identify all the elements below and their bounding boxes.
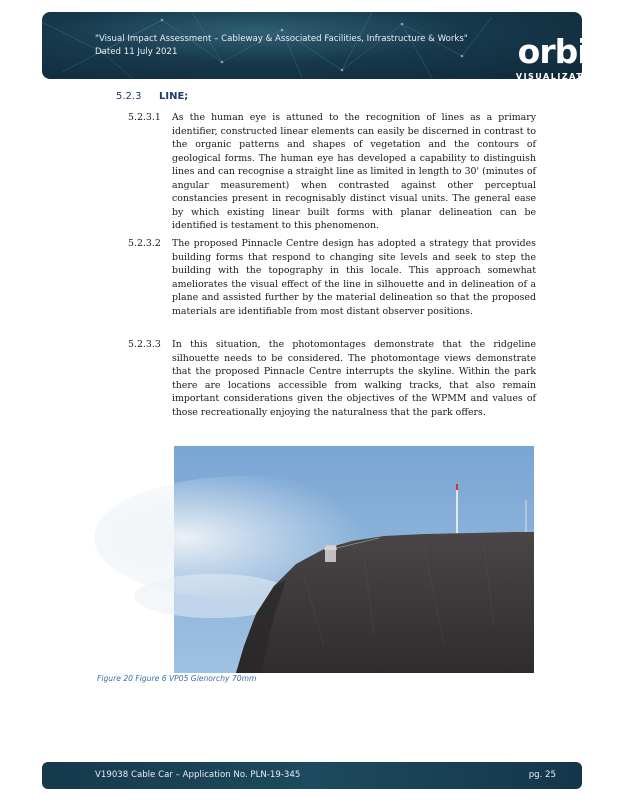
section-heading bbox=[116, 91, 188, 102]
footer-document-reference: V19038 Cable Car – Application No. PLN-19-345 bbox=[95, 770, 301, 780]
footer-page-number: pg. 25 bbox=[528, 770, 556, 780]
logo-wordmark: orbit bbox=[517, 32, 603, 71]
section-title: LINE; bbox=[159, 91, 189, 102]
header-document-title bbox=[95, 33, 495, 59]
paragraph-5-2-3-3 bbox=[128, 338, 538, 433]
footer-banner bbox=[42, 762, 582, 789]
paragraph-5-2-3-2 bbox=[128, 237, 538, 329]
section-number: 5.2.3 bbox=[116, 91, 142, 102]
header-assessment-title: "Visual Impact Assessment – Cableway & Associated Facilities, Infrastructure & Works" bbox=[95, 34, 468, 44]
paragraph-5-2-3-1 bbox=[128, 111, 538, 233]
orbit-visualization-logo bbox=[510, 34, 610, 86]
paragraph-text: As the human eye is attuned to the recognition of lines as a primary identifier, constructed linear elements can easily be discerned in contrast to the organic patterns and shapes of vegetation and the contours of geological forms. The human eye has developed a capability to distinguish lines and can recognise a straight line as limited in length to 30' (minutes of angular measurement) when contrasted against other perceptual constancies present in recognisably distinct visual units. The general ease by which existing linear built forms with planar delineation can be identified is testament to this phenomenon. bbox=[172, 112, 536, 231]
header-date: Dated 11 July 2021 bbox=[95, 47, 178, 57]
header-banner bbox=[42, 12, 605, 81]
paragraph-number: 5.2.3.2 bbox=[128, 238, 161, 249]
figure-photomontage bbox=[174, 446, 534, 673]
paragraph-number: 5.2.3.1 bbox=[128, 112, 161, 123]
paragraph-text: The proposed Pinnacle Centre design has adopted a strategy that provides building forms that respond to changing site levels and seek to step the building with the topography in this locale. This approach somewhat ameliorates the visual effect of the line in silhouette and in delineation of a plane and assisted further by the material delineation so that the proposed materials are identifiable from most distant observer positions. bbox=[172, 238, 536, 317]
mountain-photo-image bbox=[174, 446, 534, 673]
paragraph-text: In this situation, the photomontages demonstrate that the ridgeline silhouette needs to be considered. The photomontage views demonstrate that the proposed Pinnacle Centre interrupts the skyline. Within the park there are locations accessible from walking tracks, that also remain important considerations given the objectives of the WPMM and values of those recreationally enjoying the naturalness that the park offers. bbox=[172, 339, 536, 418]
paragraph-number: 5.2.3.3 bbox=[128, 339, 161, 350]
logo-subtitle: VISUALIZATION bbox=[515, 72, 605, 81]
figure-caption: Figure 20 Figure 6 VP05 Glenorchy 70mm bbox=[97, 674, 257, 683]
